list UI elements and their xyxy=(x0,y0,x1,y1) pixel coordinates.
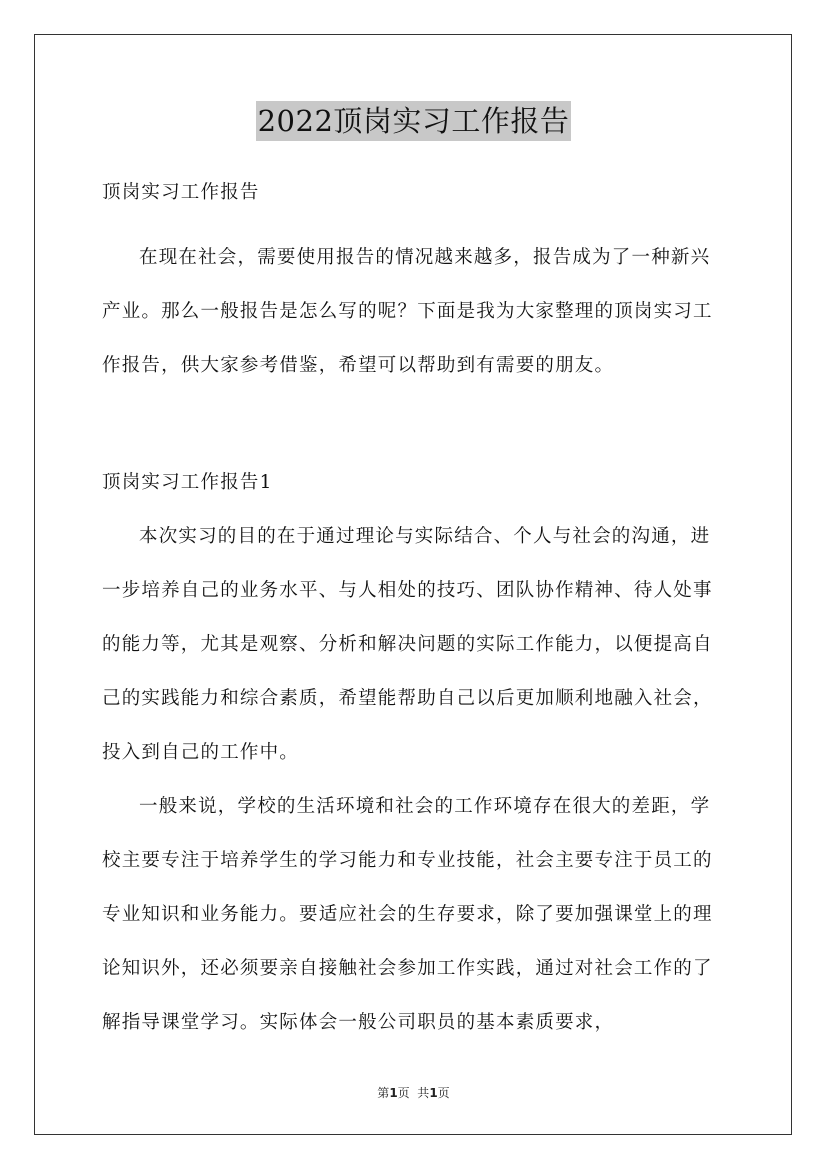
section-heading: 顶岗实习工作报告1 xyxy=(102,472,273,493)
body-paragraph-2: 一般来说，学校的生活环境和社会的工作环境存在很大的差距，学校主要专注于培养学生的学习能力和专业技能，社会主要专注于员工的专业知识和业务能力。要适应社会的生存要求，除了要加强课堂上的理论知识外，还必须要亲自接触社会参加工作实践，通过对社会工作的了解指导课堂学习。实际体会一般公司职员的基本素质要求， xyxy=(102,796,713,1033)
footer-mid: 页 共 xyxy=(397,1086,430,1100)
body-paragraph-1: 本次实习的目的在于通过理论与实际结合、个人与社会的沟通，进一步培养自己的业务水平、与人相处的技巧、团队协作精神、待人处事的能力等，尤其是观察、分析和解决问题的实际工作能力，以便提高自己的实践能力和综合素质，希望能帮助自己以后更加顺利地融入社会，投入到自己的工作中。 xyxy=(102,526,713,763)
footer-page-total: 1 xyxy=(429,1086,438,1100)
intro-heading: 顶岗实习工作报告 xyxy=(102,182,260,203)
intro-paragraph: 在现在社会，需要使用报告的情况越来越多，报告成为了一种新兴产业。那么一般报告是怎么写的呢？下面是我为大家整理的顶岗实习工作报告，供大家参考借鉴，希望可以帮助到有需要的朋友。 xyxy=(102,247,713,376)
footer-prefix: 第 xyxy=(377,1086,390,1100)
footer-suffix: 页 xyxy=(437,1086,450,1100)
footer-page-number: 1 xyxy=(389,1086,398,1100)
title-container xyxy=(0,101,827,141)
document-title: 2022顶岗实习工作报告 xyxy=(256,101,572,141)
document-body xyxy=(102,175,728,1050)
page-footer xyxy=(0,1084,827,1101)
